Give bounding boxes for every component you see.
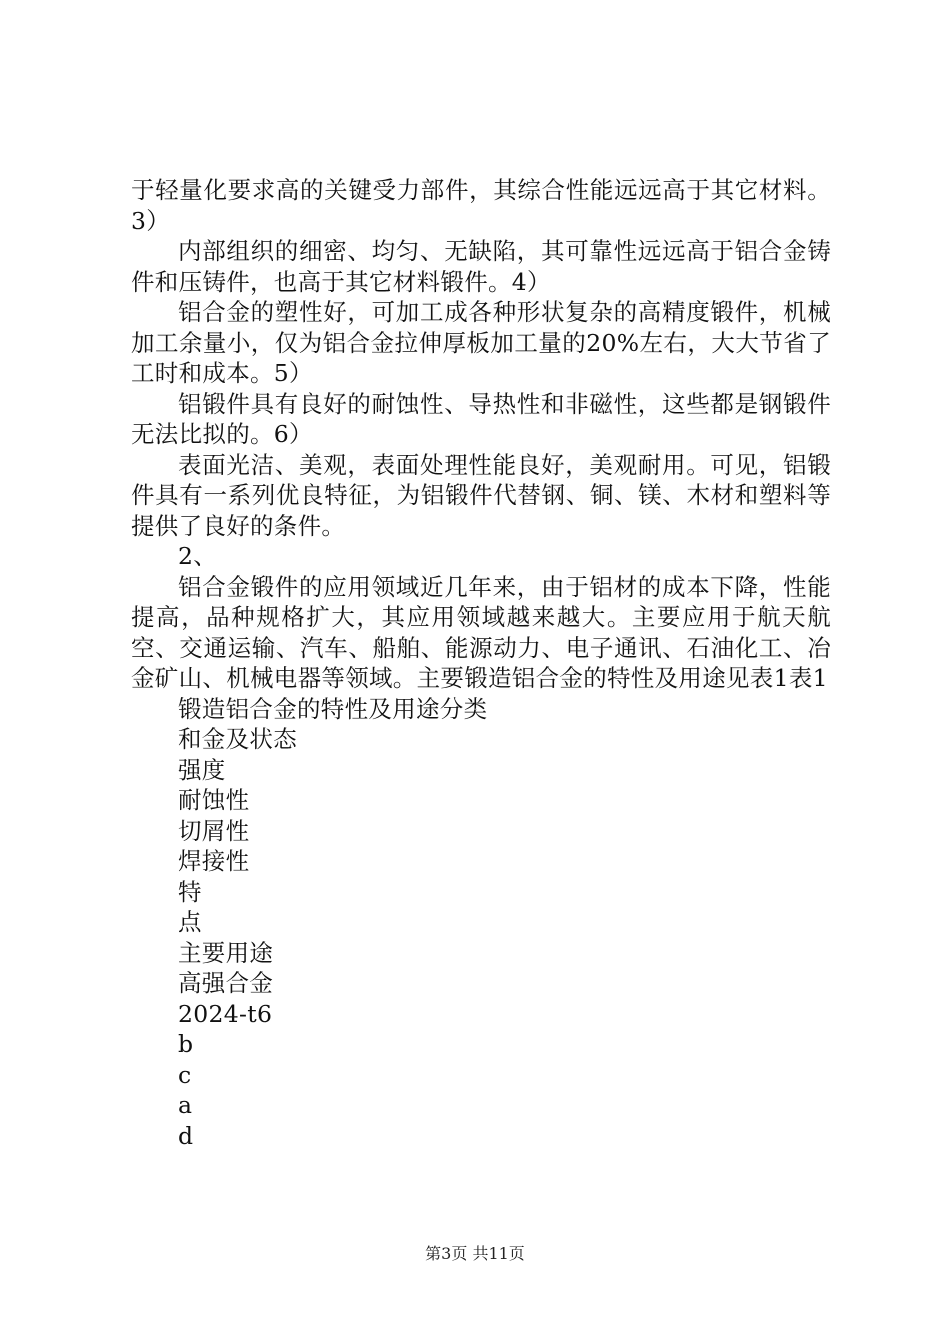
table-header-main-use: 主要用途 [178, 938, 274, 967]
paragraph-plasticity: 铝合金的塑性好，可加工成各种形状复杂的高精度锻件，机械加工余量小，仅为铝合金拉伸厚板加工量的20%左右，大大节省了工时和成本。5） [131, 298, 831, 387]
document-body [131, 175, 831, 1151]
table-header-alloy-state: 和金及状态 [178, 725, 297, 753]
table-header-feature-2: 点 [178, 908, 202, 936]
table-header-weldability: 焊接性 [178, 847, 250, 875]
paragraph-surface: 表面光洁、美观，表面处理性能良好，美观耐用。可见，铝锻件具有一系列优良特征，为铝锻件代替钢、铜、镁、木材和塑料等提供了良好的条件。 [131, 450, 831, 540]
paragraph-internal-structure: 内部组织的细密、均匀、无缺陷，其可靠性远远高于铝合金铸件和压铸件，也高于其它材料锻件。4） [131, 237, 831, 296]
page-number-footer: 第3页 共11页 [425, 1244, 525, 1263]
table-cell-grade-a: a [178, 1091, 193, 1119]
table-header-machinability: 切屑性 [178, 816, 250, 845]
table-cell-grade-b: b [178, 1030, 194, 1058]
table-header-feature-1: 特 [178, 877, 202, 906]
table-cell-alloy: 2024-t6 [178, 999, 273, 1028]
paragraph-lightweight: 于轻量化要求高的关键受力部件，其综合性能远远高于其它材料。3） [131, 176, 831, 235]
paragraph-applications: 铝合金锻件的应用领域近几年来，由于铝材的成本下降，性能提高，品种规格扩大，其应用领域越来越大。主要应用于航天航空、交通运输、汽车、船舶、能源动力、电子通讯、石油化工、冶金矿山、机械电器等领域。主要锻造铝合金的特性及用途见表1表1 [131, 572, 831, 692]
table-title: 锻造铝合金的特性及用途分类 [178, 694, 488, 723]
table-cell-grade-c: c [178, 1060, 192, 1089]
section-number: 2、 [178, 542, 218, 570]
paragraph-corrosion: 铝锻件具有良好的耐蚀性、导热性和非磁性，这些都是钢锻件无法比拟的。6） [131, 389, 831, 448]
table-cell-category: 高强合金 [178, 969, 274, 997]
table-header-corrosion: 耐蚀性 [178, 786, 250, 814]
table-header-strength: 强度 [178, 755, 226, 784]
table-cell-grade-d: d [178, 1121, 194, 1150]
